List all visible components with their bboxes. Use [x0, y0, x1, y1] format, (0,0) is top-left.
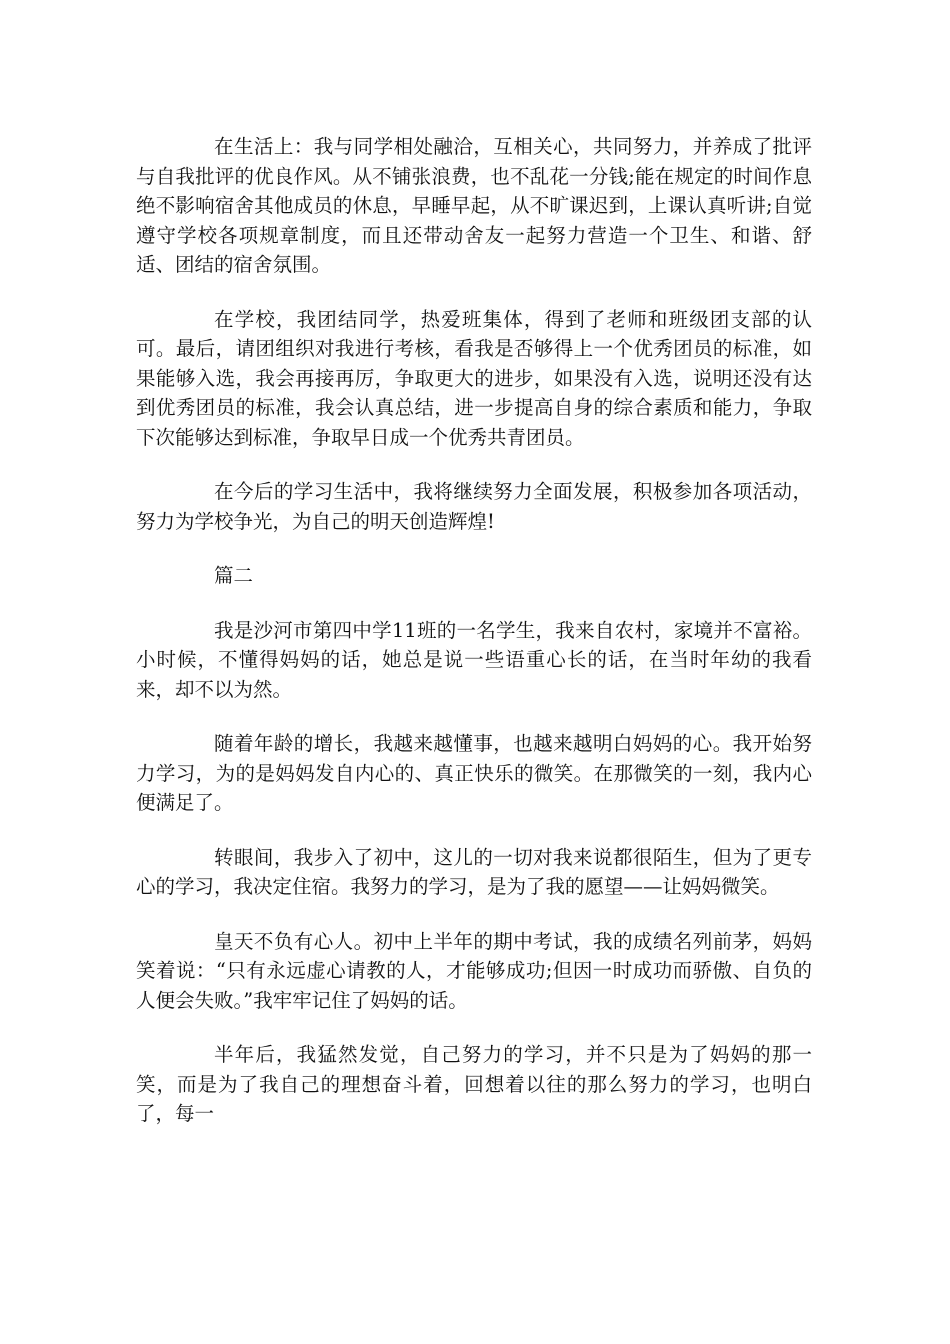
paragraph-future: 在今后的学习生活中，我将继续努力全面发展，积极参加各项活动，努力为学校争光，为自己的明天创造辉煌!: [136, 480, 812, 533]
paragraph-exam: 皇天不负有心人。初中上半年的期中考试，我的成绩名列前茅，妈妈笑着说：“只有永远虚心请教的人，才能够成功;但因一时成功而骄傲、自负的人便会失败。”我牢牢记住了妈妈的话。: [136, 929, 812, 1012]
paragraph-school: 在学校，我团结同学，热爱班集体，得到了老师和班级团支部的认可。最后，请团组织对我进行考核，看我是否够得上一个优秀团员的标准，如果能够入选，我会再接再厉，争取更大的进步，如果没有入选，说明还没有达到优秀团员的标准，我会认真总结，进一步提高自身的综合素质和能力，争取下次能够达到标准，争取早日成一个优秀共青团员。: [136, 307, 812, 449]
paragraph-life: 在生活上：我与同学相处融洽，互相关心，共同努力，并养成了批评与自我批评的优良作风。从不铺张浪费，也不乱花一分钱;能在规定的时间作息绝不影响宿舍其他成员的休息，早睡早起，从不旷课迟到，上课认真听讲;自觉遵守学校各项规章制度，而且还带动舍友一起努力营造一个卫生、和谐、舒适、团结的宿舍氛围。: [136, 135, 812, 276]
paragraph-growing-up: 随着年龄的增长，我越来越懂事，也越来越明白妈妈的心。我开始努力学习，为的是妈妈发自内心的、真正快乐的微笑。在那微笑的一刻，我内心便满足了。: [136, 732, 812, 814]
paragraph-intro: 我是沙河市第四中学11班的一名学生，我来自农村，家境并不富裕。小时候，不懂得妈妈的话，她总是说一些语重心长的话，在当时年幼的我看来，却不以为然。: [136, 618, 812, 701]
paragraph-half-year: 半年后，我猛然发觉，自己努力的学习，并不只是为了妈妈的那一笑，而是为了我自己的理想奋斗着，回想着以往的那么努力的学习，也明白了，每一: [136, 1043, 812, 1125]
paragraph-middle-school: 转眼间，我步入了初中，这儿的一切对我来说都很陌生，但为了更专心的学习，我决定住宿。我努力的学习，是为了我的愿望——让妈妈微笑。: [136, 845, 812, 898]
document-page: [136, 132, 812, 1154]
section-heading: 篇二: [214, 564, 254, 587]
